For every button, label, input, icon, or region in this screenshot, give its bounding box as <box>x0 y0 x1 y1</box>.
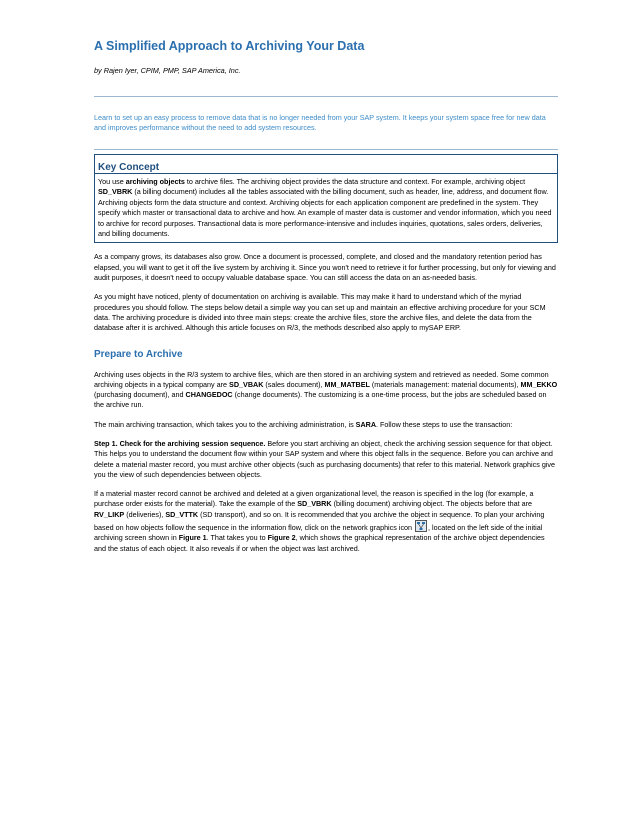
article <box>94 30 558 554</box>
key-concept-heading: Key Concept <box>98 162 160 173</box>
term: CHANGEDOC <box>185 390 233 400</box>
text: If a material master record cannot be archived and deleted at a given organizational level, the reason is specified in the log (for example, a purchase order exists for the material). Take the example of the <box>94 489 534 509</box>
article-lede: Learn to set up an easy process to remove data that is no longer needed from your SAP system. It keeps your system space free for new data and improves performance without the need to add system resources. <box>94 113 546 132</box>
term: SD_VBRK <box>98 187 133 197</box>
text: , located on the left side of the initial archiving screen shown in <box>94 523 543 543</box>
term: SD_VTTK <box>165 509 199 519</box>
term: RV_LIKP <box>94 509 125 519</box>
term: SD_VBRK <box>297 499 332 509</box>
term: MM_MATBEL <box>324 379 370 389</box>
term: Figure 1 <box>178 533 207 543</box>
key-concept-box <box>94 154 558 243</box>
step-heading: Step 1. Check for the archiving session sequence. <box>94 439 266 448</box>
text: (sales document), <box>263 379 325 389</box>
text: The main archiving transaction, which takes you to the archiving administration, is <box>94 419 356 429</box>
key-concept-header <box>95 155 557 174</box>
term: SARA <box>355 419 377 429</box>
text: (purchasing document), and <box>94 390 186 400</box>
text: You use <box>98 177 126 186</box>
text: to archive files. The archiving object provides the data structure and context. For example, archiving object <box>184 177 526 186</box>
key-concept-section <box>94 149 558 243</box>
text: (materials management: material documents), <box>369 379 521 389</box>
term: MM_EKKO <box>520 379 558 389</box>
text: Before you start archiving an object, check the archiving session sequence for that object. This helps you to understand the document flow within your SAP system and where this object falls in the sequence. Before you can archive and delete a material master record, you must archive other objects (such as purchasing documents) that refer to this material. Network graphics give you the view of such dependencies between objects. <box>94 439 556 479</box>
term: SD_VBAK <box>229 379 264 389</box>
text: (deliveries), <box>124 509 166 519</box>
text: (billing document) archiving object. The objects before that are <box>331 499 533 509</box>
key-concept-body <box>95 174 557 242</box>
paragraph <box>94 439 558 480</box>
paragraph <box>94 489 558 554</box>
paragraph: As a company grows, its databases also grow. Once a document is processed, complete, and closed and the mandatory retention period has elapsed, you will want to get it off the live system by archiving it. Since you won't need to retrieve it for further processing, but only for viewing and audit purposes, it doesn't need to occupy valuable database space. You can still access the data on an as-needed basis. <box>94 252 556 283</box>
text: Archiving uses objects in the R/3 system to archive files, which are then stored in an archiving system and retrieved as needed. Some common archiving objects in a typical company are <box>94 369 549 389</box>
term: archiving objects <box>125 177 185 186</box>
text: (a billing document) includes all the tables associated with the billing document, such as header, line, address, and document flow. Archiving objects form the data structure and context. Archiving objects for each application component are predefined in the system. They specify which master or transactional data to archive and how. An example of master data is customer and vendor information, which you need to archive for record purposes. Transactional data is more performance-intensive and includes inquiries, quotations, sales orders, deliveries, and billing documents. <box>98 187 552 239</box>
paragraph <box>94 420 558 430</box>
divider <box>94 96 558 97</box>
text: , which shows the graphical representation of the archive object dependencies and the status of each object. It also reveals if or when the object was last archived. <box>94 533 545 553</box>
term: Figure 2 <box>267 533 296 543</box>
paragraph <box>94 370 558 411</box>
section-heading: Prepare to Archive <box>94 348 183 360</box>
paragraph: As you might have noticed, plenty of documentation on archiving is available. This may make it hard to understand which of the myriad procedures you should follow. The steps below detail a simple way you can set up and maintain an effective archiving procedure for your SCM data. The archiving procedure is divided into three main steps: create the archive files, store the archive files, and delete the data from the database after it is archived. Although this article focuses on R/3, the methods described also apply to mySAP ERP. <box>94 292 546 333</box>
network-graphics-icon <box>415 520 427 532</box>
article-byline: by Rajen Iyer, CPIM, PMP, SAP America, Inc. <box>94 66 241 75</box>
article-title: A Simplified Approach to Archiving Your Data <box>94 39 365 53</box>
text: (SD transport), and so on. It is recommended that you archive the object in sequence. To plan your archiving based on how objects follow the sequence in the information flow, click on the network graphics icon <box>94 509 545 533</box>
text: (change documents). The customizing is a one-time process, but the jobs are scheduled based on the archive run. <box>94 390 547 410</box>
text: . That takes you to <box>206 533 268 543</box>
text: . Follow these steps to use the transaction: <box>376 419 513 429</box>
